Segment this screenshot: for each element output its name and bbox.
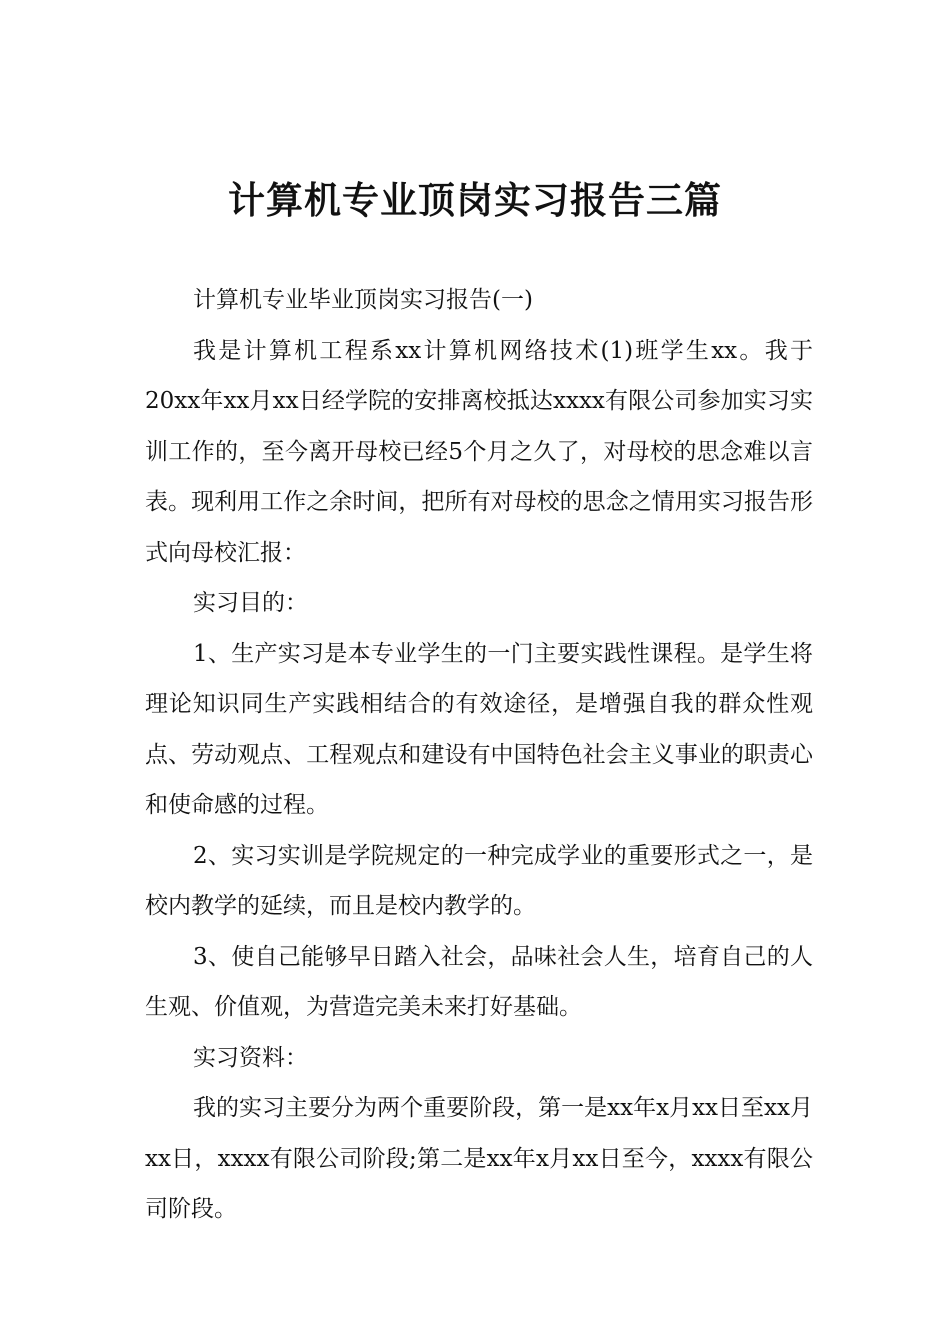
paragraph-materials: 我的实习主要分为两个重要阶段，第一是xx年x月xx日至xx月xx日，xxxx有限公司阶段;第二是xx年x月xx日至今，xxxx有限公司阶段。: [145, 1095, 813, 1222]
paragraph-subtitle: 计算机专业毕业顶岗实习报告(一): [193, 287, 533, 313]
section-heading-purpose: 实习目的：: [193, 590, 308, 616]
paragraph-purpose-2: 2、实习实训是学院规定的一种完成学业的重要形式之一，是校内教学的延续，而且是校内教学的。: [145, 842, 813, 919]
paragraph-purpose-3: 3、使自己能够早日踏入社会，品味社会人生，培育自己的人生观、价值观，为营造完美未来打好基础。: [145, 943, 813, 1020]
section-heading-materials: 实习资料：: [193, 1044, 308, 1071]
document-title: 计算机专业顶岗实习报告三篇: [228, 179, 722, 222]
document-body: [145, 275, 813, 1235]
paragraph-introduction: 我是计算机工程系xx计算机网络技术(1)班学生xx。我于20xx年xx月xx日经学院的安排离校抵达xxxx有限公司参加实习实训工作的，至今离开母校已经5个月之久了，对母校的思念难以言表。现利用工作之余时间，把所有对母校的思念之情用实习报告形式向母校汇报：: [145, 337, 813, 566]
paragraph-purpose-1: 1、生产实习是本专业学生的一门主要实践性课程。是学生将理论知识同生产实践相结合的有效途径，是增强自我的群众性观点、劳动观点、工程观点和建设有中国特色社会主义事业的职责心和使命感的过程。: [145, 640, 813, 818]
